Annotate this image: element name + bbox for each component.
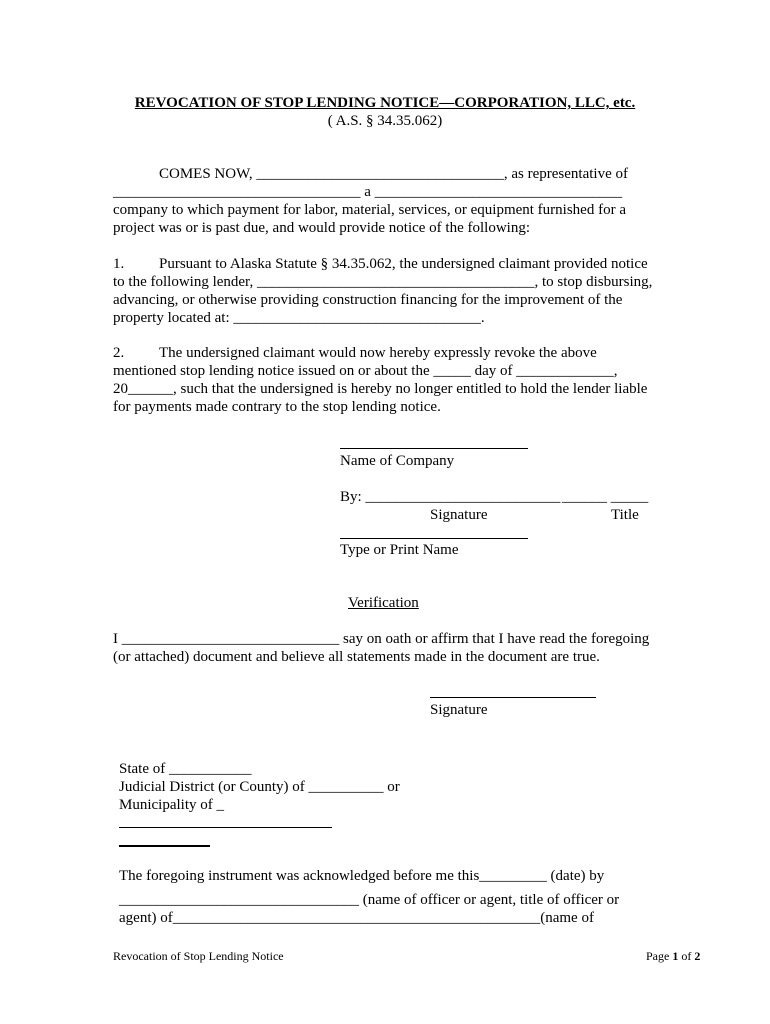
para1-line-1: Pursuant to Alaska Statute § 34.35.062, the undersigned claimant provided notice: [159, 256, 648, 272]
municipality-line-short: [119, 845, 210, 847]
document-title: REVOCATION OF STOP LENDING NOTICE—CORPORATION, LLC, etc.: [134, 95, 636, 111]
intro-line-3: company to which payment for labor, material, services, or equipment furnished for a: [113, 202, 626, 218]
company-label: Name of Company: [340, 453, 455, 469]
notary-state: State of ___________: [119, 761, 252, 777]
statute-citation: ( A.S. § 34.35.062): [327, 113, 443, 129]
title-label: Title: [611, 507, 639, 523]
page-current: 1: [672, 949, 679, 963]
print-name-line: [340, 538, 528, 539]
signature-label: Signature: [430, 507, 488, 523]
page-word: Page: [646, 949, 670, 963]
footer-document-name: Revocation of Stop Lending Notice: [113, 949, 284, 963]
verification-heading: Verification: [348, 595, 419, 611]
para2-line-2: mentioned stop lending notice issued on or about the _____ day of _____________,: [113, 363, 618, 379]
by-line-tail: ______ _____: [562, 489, 649, 505]
page-total: 2: [694, 949, 701, 963]
para1-line-3: advancing, or otherwise providing construction financing for the improvement of the: [113, 292, 623, 308]
acknowledgment-line-1: The foregoing instrument was acknowledged before me this_________ (date) by: [119, 868, 605, 884]
verification-signature-label: Signature: [430, 702, 488, 718]
verification-line-1: I _____________________________ say on oath or affirm that I have read the foregoing: [113, 631, 650, 647]
verification-line-2: (or attached) document and believe all statements made in the document are true.: [113, 649, 600, 665]
para2-line-4: for payments made contrary to the stop lending notice.: [113, 399, 441, 415]
verification-signature-line: [430, 697, 596, 698]
para1-number: 1.: [113, 256, 125, 272]
notary-district: Judicial District (or County) of __________ or: [119, 779, 400, 795]
notary-municipality: Municipality of _: [119, 797, 224, 813]
by-line: By: __________________________: [340, 489, 561, 505]
print-name-label: Type or Print Name: [340, 542, 459, 558]
acknowledgment-line-3: agent) of_________________________________________________(name of: [119, 910, 594, 926]
para2-number: 2.: [113, 345, 125, 361]
municipality-line: [119, 827, 332, 828]
footer-page-number: [646, 949, 700, 963]
para1-line-2: to the following lender, _____________________________________, to stop disbursing,: [113, 274, 653, 290]
of-word: of: [681, 949, 692, 963]
company-signature-line: [340, 448, 528, 449]
intro-line-2: _________________________________ a _________________________________: [113, 184, 623, 200]
para2-line-3: 20______, such that the undersigned is hereby no longer entitled to hold the lender liable: [113, 381, 648, 397]
intro-line-1: COMES NOW, _________________________________, as representative of: [159, 166, 628, 182]
para2-line-1: The undersigned claimant would now hereby expressly revoke the above: [159, 345, 597, 361]
acknowledgment-line-2: ________________________________ (name of officer or agent, title of officer or: [119, 892, 620, 908]
para1-line-4: property located at: _________________________________.: [113, 310, 485, 326]
intro-line-4: project was or is past due, and would provide notice of the following:: [113, 220, 530, 236]
